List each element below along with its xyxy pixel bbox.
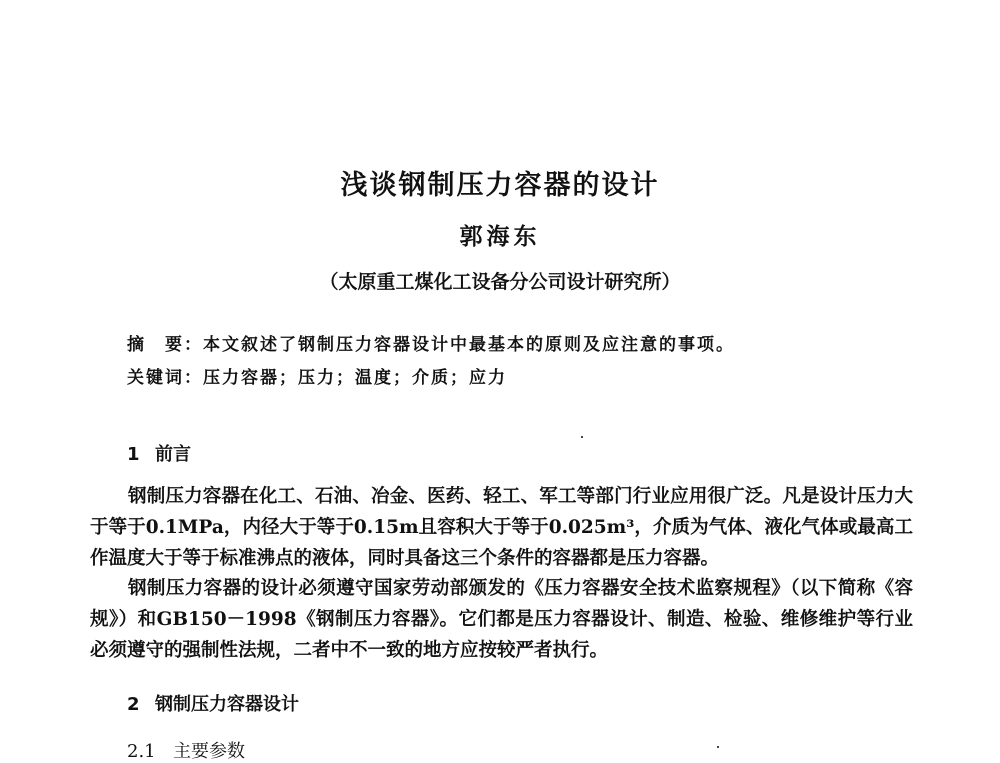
keywords-text: 压力容器；压力；温度；介质；应力 <box>203 368 507 388</box>
keywords-label: 关键词： <box>127 368 203 388</box>
section-title: 前言 <box>155 444 191 465</box>
subsection-number: 2.1 <box>127 741 156 762</box>
paper-title: 浅谈钢制压力容器的设计 <box>340 170 660 201</box>
subsection-title: 主要参数 <box>173 741 245 762</box>
author-name: 郭海东 <box>459 223 541 250</box>
section-heading-2 <box>127 690 299 716</box>
section-title: 钢制压力容器设计 <box>155 694 299 715</box>
subsection-heading <box>127 737 245 763</box>
scan-speck <box>717 746 719 748</box>
section-number: 2 <box>127 694 140 715</box>
paragraph: 钢制压力容器在化工、石油、冶金、医药、轻工、军工等部门行业应用很广泛。凡是设计压力大于等于0.1MPa，内径大于等于0.15m且容积大于等于0.025m³，介质为气体、液化气体或最高工作温度大于等于标准沸点的液体，同时具备这三个条件的容器都是压力容器。 <box>90 486 913 569</box>
scan-speck <box>581 436 583 438</box>
keywords <box>127 363 507 388</box>
paragraph: 钢制压力容器的设计必须遵守国家劳动部颁发的《压力容器安全技术监察规程》（以下简称《容规》）和GB150－1998《钢制压力容器》。它们都是压力容器设计、制造、检验、维修维护等行业必须遵守的强制性法规，二者中不一致的地方应按较严者执行。 <box>90 578 913 661</box>
abstract <box>127 330 735 355</box>
author-affiliation: （太原重工煤化工设备分公司设计研究所） <box>319 271 681 293</box>
abstract-label: 摘 要： <box>127 335 203 355</box>
section-heading-1 <box>127 440 191 466</box>
section-number: 1 <box>127 444 140 465</box>
abstract-text: 本文叙述了钢制压力容器设计中最基本的原则及应注意的事项。 <box>203 335 735 355</box>
